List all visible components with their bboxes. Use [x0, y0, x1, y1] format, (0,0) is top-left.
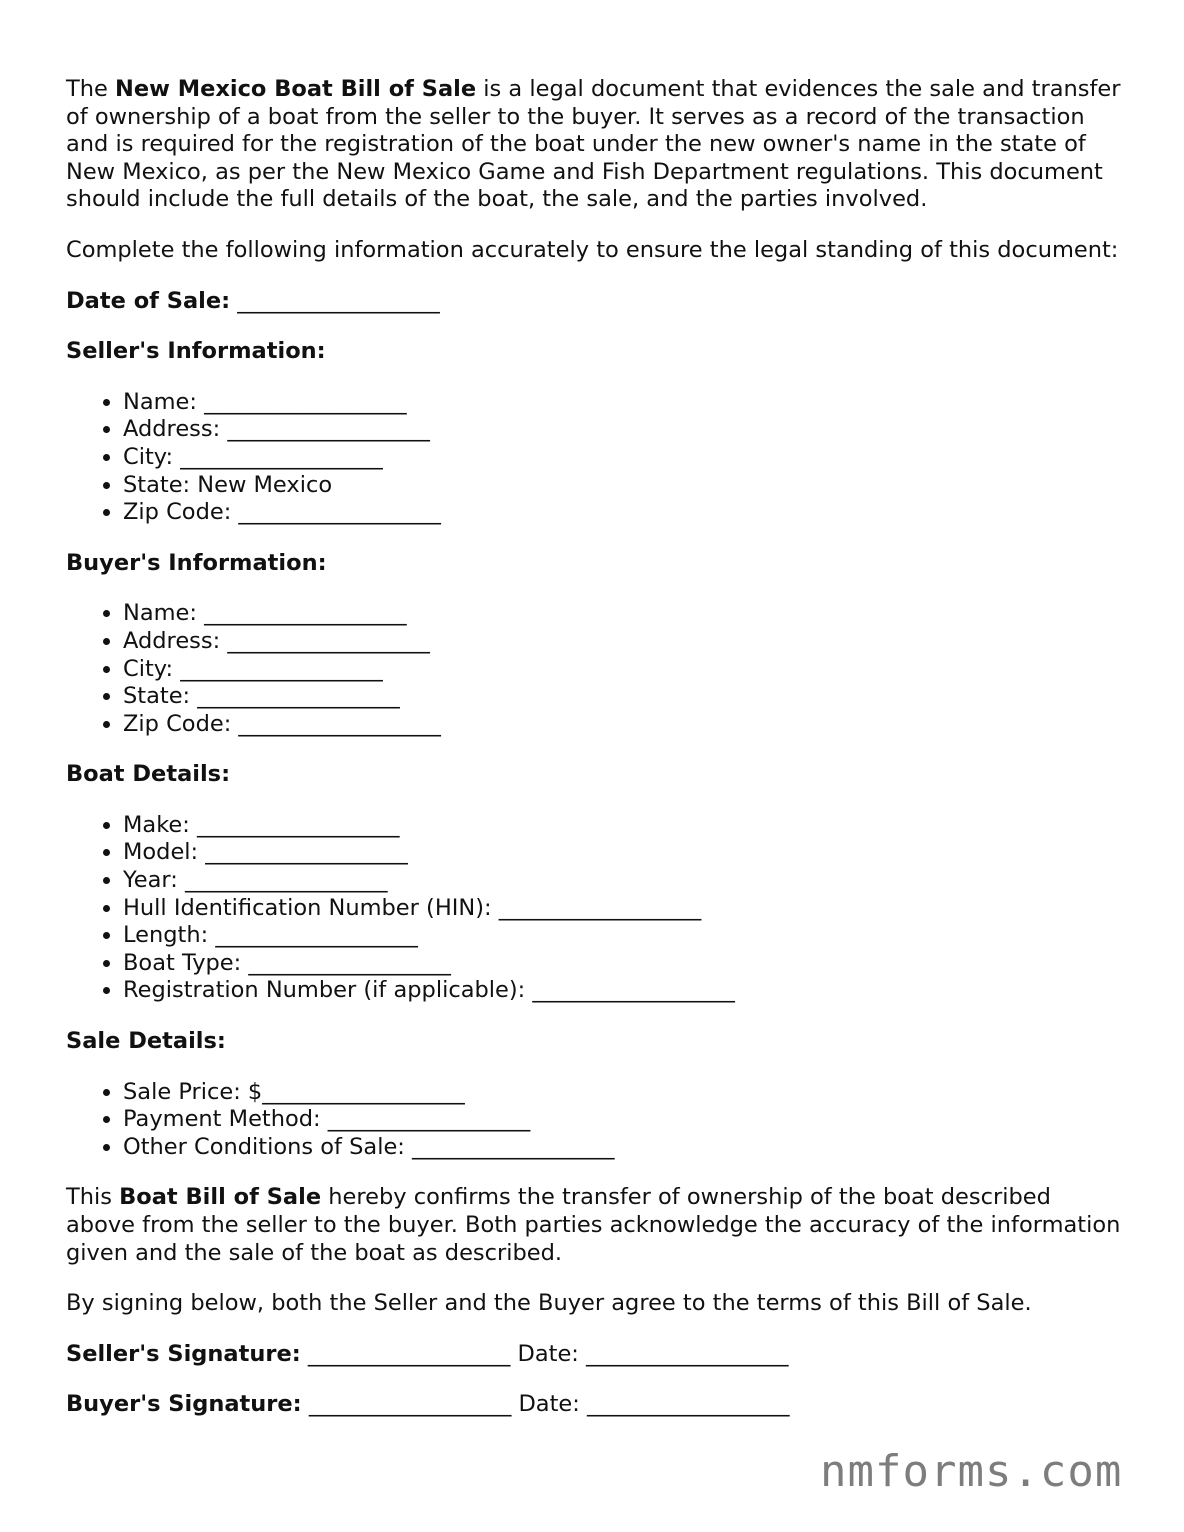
seller-signature-label: Seller's Signature: — [66, 1340, 301, 1367]
confirmation-text-start: This — [66, 1184, 120, 1211]
buyer-signature-blanks: __________________ Date: __________________ — [301, 1391, 790, 1418]
list-item: • Name: __________________ — [123, 389, 1126, 417]
list-item: • Zip Code: __________________ — [123, 499, 1126, 527]
agreement-paragraph: By signing below, both the Seller and the Buyer agree to the terms of this Bill of Sale. — [66, 1290, 1032, 1317]
intro-text-start: The — [66, 76, 115, 102]
list-item: • Address: __________________ — [123, 416, 1126, 444]
list-item: • Other Conditions of Sale: __________________ — [123, 1134, 1126, 1162]
list-item: • Address: __________________ — [123, 628, 1126, 656]
seller-list — [66, 389, 1126, 527]
list-item: • Year: __________________ — [123, 867, 1126, 895]
list-item: • Registration Number (if applicable): __________________ — [123, 977, 1126, 1005]
document-body — [66, 76, 1126, 1442]
sale-details-list — [66, 1079, 1126, 1162]
boat-details-list — [66, 812, 1126, 1005]
intro-paragraph — [66, 76, 1126, 214]
list-item: • Model: __________________ — [123, 839, 1126, 867]
document-title-inline: New Mexico Boat Bill of Sale — [115, 76, 477, 102]
list-item: • Name: __________________ — [123, 600, 1126, 628]
list-item: • Sale Price: $__________________ — [123, 1079, 1126, 1107]
intro-text-end: is a legal document that evidences the sale and transfer of ownership of a boat from the seller to the buyer. It serves as a record of the transaction and is required for the registration of the boat under the new owner's name in the state of New Mexico, as per the New Mexico Game and Fish Department regulations. This document should include the full details of the boat, the sale, and the parties involved. — [66, 76, 1121, 213]
list-item: • Boat Type: __________________ — [123, 950, 1126, 978]
instruction-paragraph: Complete the following information accurately to ensure the legal standing of this document: — [66, 236, 1119, 263]
confirmation-paragraph — [66, 1184, 1126, 1267]
list-item: • State: New Mexico — [123, 472, 1126, 500]
list-item: • Length: __________________ — [123, 922, 1126, 950]
list-item: • City: __________________ — [123, 444, 1126, 472]
list-item: • Make: __________________ — [123, 812, 1126, 840]
list-item: • Zip Code: __________________ — [123, 711, 1126, 739]
date-of-sale-blank: __________________ — [230, 287, 440, 314]
list-item: • State: __________________ — [123, 683, 1126, 711]
date-of-sale-field — [66, 288, 1126, 316]
buyer-signature-label: Buyer's Signature: — [66, 1391, 302, 1418]
confirmation-text-end: hereby confirms the transfer of ownership of the boat described above from the seller to the buyer. Both parties acknowledge the accuracy of the information given and the sale of the boat as described. — [66, 1184, 1121, 1266]
date-of-sale-label: Date of Sale: — [66, 287, 231, 314]
buyer-heading: Buyer's Information: — [66, 549, 327, 576]
seller-heading: Seller's Information: — [66, 338, 326, 365]
sale-details-heading: Sale Details: — [66, 1028, 226, 1055]
list-item: • City: __________________ — [123, 656, 1126, 684]
list-item: • Payment Method: __________________ — [123, 1106, 1126, 1134]
list-item: • Hull Identification Number (HIN): __________________ — [123, 895, 1126, 923]
boat-details-heading: Boat Details: — [66, 761, 231, 788]
bill-of-sale-inline: Boat Bill of Sale — [119, 1184, 322, 1211]
site-watermark: nmforms.com — [820, 1446, 1123, 1497]
buyer-signature-line — [66, 1391, 1126, 1419]
buyer-list — [66, 600, 1126, 738]
seller-signature-line — [66, 1341, 1126, 1369]
seller-signature-blanks: __________________ Date: __________________ — [300, 1340, 789, 1367]
